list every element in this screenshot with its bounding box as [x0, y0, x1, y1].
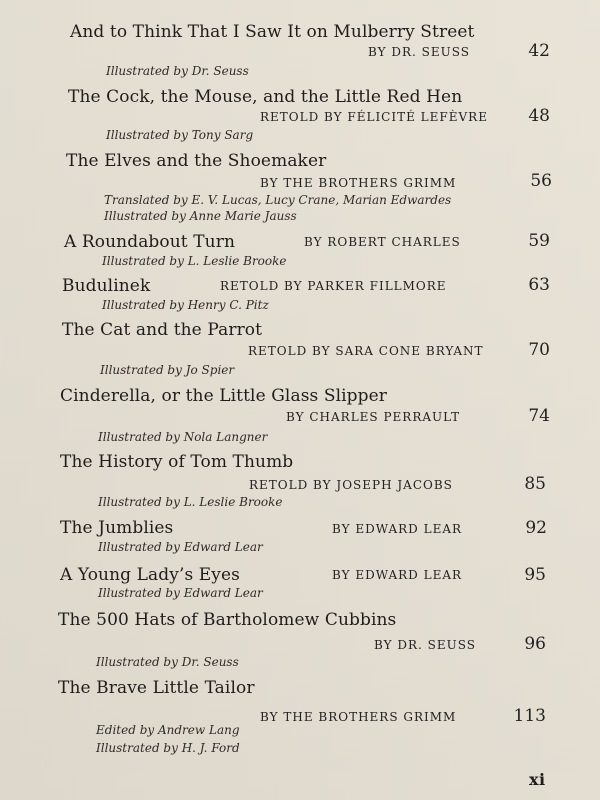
entry-author: BY EDWARD LEAR [332, 522, 463, 536]
entry-credit: Illustrated by Edward Lear [98, 586, 263, 600]
entry-author: RETOLD BY PARKER FILLMORE [220, 279, 447, 293]
entry-page-number: 63 [528, 275, 550, 295]
entry-credit: Illustrated by Tony Sarg [106, 128, 254, 142]
entry-page-number: 70 [528, 340, 550, 360]
entry-page-number: 42 [528, 41, 550, 61]
entry-credit: Illustrated by Edward Lear [98, 540, 263, 554]
entry-title: The Cat and the Parrot [62, 320, 263, 340]
entry-title: Cinderella, or the Little Glass Slipper [60, 386, 388, 406]
entry-title: The History of Tom Thumb [60, 452, 294, 472]
entry-credit: Illustrated by L. Leslie Brooke [102, 254, 287, 268]
entry-page-number: 59 [528, 231, 550, 251]
entry-title: A Young Lady’s Eyes [60, 565, 240, 585]
entry-page-number: 74 [528, 406, 550, 426]
entry-credit: Edited by Andrew Lang [96, 723, 240, 737]
entry-page-number: 48 [528, 106, 550, 126]
entry-title: The Jumblies [60, 518, 174, 538]
entry-author: RETOLD BY JOSEPH JACOBS [249, 478, 453, 492]
entry-author: RETOLD BY FÉLICITÉ LEFÈVRE [260, 110, 488, 124]
entry-credit: Illustrated by Dr. Seuss [96, 655, 239, 669]
entry-author: BY THE BROTHERS GRIMM [260, 710, 457, 724]
entry-page-number: 56 [530, 171, 552, 191]
entry-title: And to Think That I Saw It on Mulberry Street [70, 22, 475, 42]
entry-title: The Brave Little Tailor [58, 678, 255, 698]
entry-author: BY ROBERT CHARLES [304, 235, 461, 249]
entry-credit: Illustrated by Nola Langner [98, 430, 268, 444]
entry-title: The 500 Hats of Bartholomew Cubbins [58, 610, 397, 630]
entry-page-number: 96 [524, 634, 546, 654]
entry-page-number: 92 [525, 518, 547, 538]
entry-title: A Roundabout Turn [64, 232, 235, 252]
entry-credit: Illustrated by Henry C. Pitz [102, 298, 269, 312]
entry-page-number: 85 [524, 474, 546, 494]
entry-author: BY DR. SEUSS [368, 45, 470, 59]
entry-title: The Elves and the Shoemaker [66, 151, 327, 171]
entry-credit: Translated by E. V. Lucas, Lucy Crane, Marian Edwardes [104, 193, 452, 207]
entry-credit: Illustrated by Dr. Seuss [106, 64, 249, 78]
entry-title: The Cock, the Mouse, and the Little Red Hen [68, 87, 463, 107]
entry-author: BY THE BROTHERS GRIMM [260, 176, 457, 190]
entry-author: BY CHARLES PERRAULT [286, 410, 461, 424]
entry-title: Budulinek [62, 276, 151, 296]
page-number: xi [529, 770, 546, 789]
entry-author: RETOLD BY SARA CONE BRYANT [248, 344, 484, 358]
entry-credit: Illustrated by Anne Marie Jauss [104, 209, 297, 223]
entry-author: BY DR. SEUSS [374, 638, 476, 652]
entry-credit: Illustrated by H. J. Ford [96, 741, 240, 755]
entry-credit: Illustrated by Jo Spier [100, 363, 235, 377]
entry-credit: Illustrated by L. Leslie Brooke [98, 495, 283, 509]
entry-page-number: 95 [524, 565, 546, 585]
entry-page-number: 113 [513, 706, 546, 726]
entry-author: BY EDWARD LEAR [332, 568, 463, 582]
